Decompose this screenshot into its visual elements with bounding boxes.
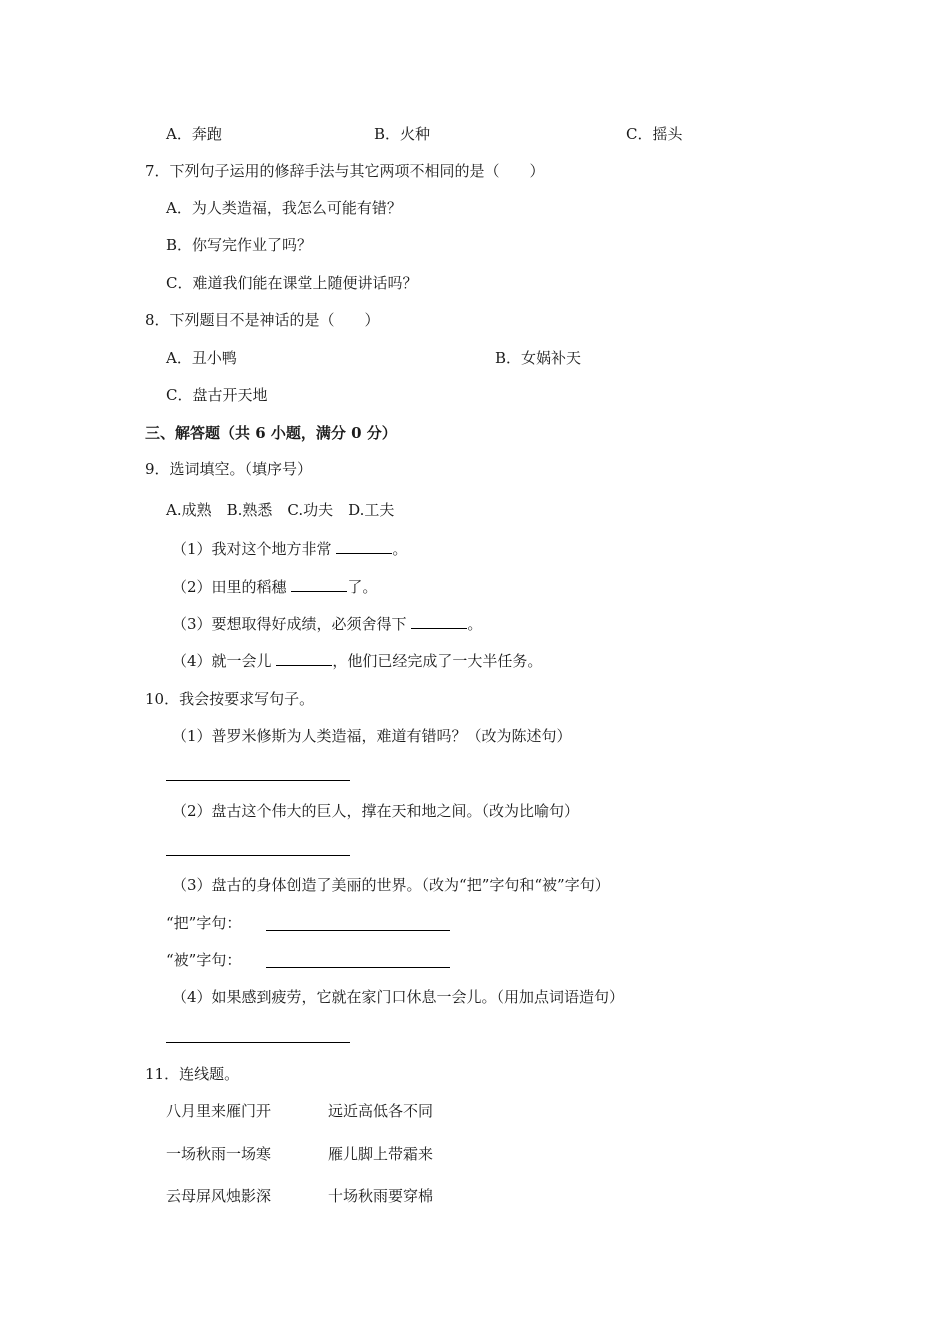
- q11-stem: 11．连线题。: [145, 1065, 240, 1083]
- q9-item-2: [172, 577, 377, 597]
- q10-item-4-answer-line[interactable]: [166, 1042, 350, 1043]
- q10-ba-label: “把”字句：: [166, 914, 242, 932]
- q11-left-1[interactable]: 八月里来雁门开: [166, 1102, 272, 1120]
- q10-item-2-answer-line[interactable]: [166, 855, 350, 856]
- q10-item-2: （2）盘古这个伟大的巨人，撑在天和地之间。（改为比喻句）: [172, 802, 580, 820]
- q9-item-3-text: （3）要想取得好成绩，必须舍得下: [172, 615, 412, 633]
- q8-option-c: C．盘古开天地: [166, 386, 268, 404]
- q9-item-1-text: （1）我对这个地方非常: [172, 540, 337, 558]
- q7-option-b: B．你写完作业了吗？: [166, 236, 313, 254]
- q6-option-a: A．奔跑: [166, 125, 222, 143]
- q8-stem: 8．下列题目不是神话的是（ ）: [145, 311, 380, 329]
- q9-item-2-text: （2）田里的稻穗: [172, 578, 292, 596]
- q10-stem: 10．我会按要求写句子。: [145, 690, 315, 708]
- q7-stem: 7．下列句子运用的修辞手法与其它两项不相同的是（ ）: [145, 162, 545, 180]
- q9-item-4-blank[interactable]: [276, 651, 332, 666]
- q9-item-1-end: 。: [392, 540, 408, 558]
- q10-bei-answer-line[interactable]: [266, 967, 450, 968]
- q6-option-c: C．摇头: [626, 125, 683, 143]
- q10-item-3: （3）盘古的身体创造了美丽的世界。（改为“把”字句和“被”字句）: [172, 876, 610, 894]
- q9-item-4-text: （4）就一会儿: [172, 652, 277, 670]
- q9-item-1: [172, 539, 407, 559]
- q9-stem: 9．选词填空。（填序号）: [145, 460, 313, 478]
- q9-item-2-blank[interactable]: [291, 577, 347, 592]
- q10-item-1-answer-line[interactable]: [166, 780, 350, 781]
- q10-bei-label: “被”字句：: [166, 951, 242, 969]
- q11-left-3[interactable]: 云母屏风烛影深: [166, 1187, 272, 1205]
- q6-option-b: B．火种: [374, 125, 431, 143]
- q10-item-1: （1）普罗米修斯为人类造福，难道有错吗？（改为陈述句）: [172, 727, 572, 745]
- q9-item-3-blank[interactable]: [411, 614, 467, 629]
- q9-item-1-blank[interactable]: [336, 539, 392, 554]
- q9-word-choices: A.成熟 B.熟悉 C.功夫 D.工夫: [166, 501, 395, 519]
- q10-ba-answer-line[interactable]: [266, 930, 450, 931]
- q9-item-4-end: ，他们已经完成了一大半任务。: [332, 652, 543, 670]
- q8-option-b: B．女娲补天: [495, 349, 582, 367]
- q11-right-2[interactable]: 雁儿脚上带霜来: [328, 1145, 434, 1163]
- q10-item-4: （4）如果感到疲劳，它就在家门口休息一会儿。（用加点词语造句）: [172, 988, 625, 1006]
- q8-option-a: A．丑小鸭: [166, 349, 237, 367]
- q11-right-3[interactable]: 十场秋雨要穿棉: [328, 1187, 434, 1205]
- section-3-heading: 三、解答题（共 6 小题，满分 0 分）: [145, 424, 397, 442]
- q9-item-2-end: 了。: [347, 578, 378, 596]
- q7-option-a: A．为人类造福，我怎么可能有错？: [166, 199, 402, 217]
- q11-right-1[interactable]: 远近高低各不同: [328, 1102, 434, 1120]
- q11-left-2[interactable]: 一场秋雨一场寒: [166, 1145, 272, 1163]
- q9-item-3-end: 。: [467, 615, 483, 633]
- q7-option-c: C．难道我们能在课堂上随便讲话吗？: [166, 274, 418, 292]
- q9-item-4: [172, 651, 542, 671]
- q9-item-3: [172, 614, 482, 634]
